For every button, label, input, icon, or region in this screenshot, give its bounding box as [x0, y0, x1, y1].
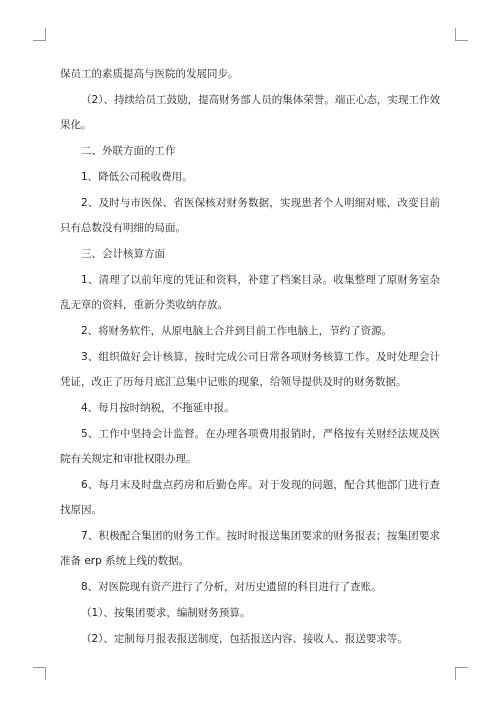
paragraph-10: 4、每月按时纳税，不拖延申报。	[81, 402, 235, 414]
paragraph-11: 5、工作中坚持会计监督。在办理各项费用报销时，严格按有关财经法规及医院有关规定和审批权限办理。	[60, 428, 440, 465]
paragraph-1: 保员工的素质提高与医院的发展同步。	[60, 68, 239, 80]
section-heading-external-relations: 二、外联方面的工作	[81, 145, 176, 157]
paragraph-8: 2、将财务软件，从原电脑上合并到目前工作电脑上，节约了资源。	[81, 325, 393, 337]
section-heading-accounting: 三、会计核算方面	[81, 248, 165, 260]
paragraph-2: （2）、持续给员工鼓励，提高财务部人员的集体荣誉。端正心态，实现工作效果化。	[60, 94, 440, 131]
paragraph-15: （1）、按集团要求，编制财务预算。	[81, 607, 251, 619]
crop-mark-bottom-left	[33, 667, 46, 680]
crop-mark-bottom-right	[455, 667, 468, 680]
document-body	[60, 62, 440, 653]
paragraph-9: 3、组织做好会计核算，按时完成公司日常各项财务核算工作。及时处理会计凭证，改正了历每月底汇总集中记账的现象，给领导提供及时的财务数据。	[60, 351, 440, 388]
paragraph-5: 2、及时与市医保、省医保核对财务数据，实现患者个人明细对账，改变目前只有总数没有明细的局面。	[60, 197, 440, 234]
paragraph-4: 1、降低公司税收费用。	[81, 171, 193, 183]
paragraph-13: 7、积极配合集团的财务工作。按时时报送集团要求的财务报表；按集团要求准备 erp 系统上线的数据。	[60, 530, 440, 567]
crop-mark-top-right	[455, 28, 468, 41]
paragraph-14: 8、对医院现有资产进行了分析，对历史遗留的科目进行了查账。	[81, 581, 382, 593]
paragraph-12: 6、每月末及时盘点药房和后勤仓库。对于发现的问题，配合其他部门进行查找原因。	[60, 479, 440, 516]
paragraph-7: 1、清理了以前年度的凭证和资料，补建了档案目录。收集整理了原财务室杂乱无章的资料，重新分类收纳存放。	[60, 274, 440, 311]
paragraph-16: （2）、定制每月报表报送制度，包括报送内容、接收人、报送要求等。	[81, 633, 408, 645]
crop-mark-top-left	[33, 28, 46, 41]
